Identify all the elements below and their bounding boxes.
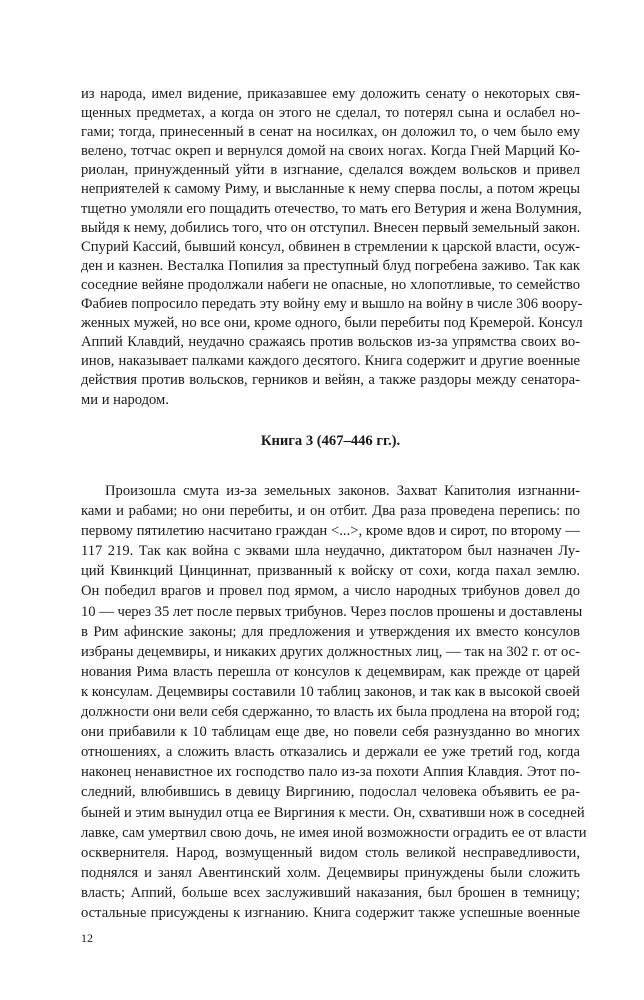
text-line: велено, тотчас окреп и вернулся домой на своих ногах. Когда Гней Марций Ко- [81, 143, 580, 160]
text-line: ций Квинкций Цинциннат, призванный к войску от сохи, когда пахал землю. [81, 563, 580, 580]
text-line: риолан, принужденный уйти в изгнание, сделался вождем вольсков и привел [81, 162, 580, 179]
text-line: нования Рима власть перешла от консулов к децемвирам, как прежде от царей [81, 663, 580, 680]
text-line: соседние вейяне продолжали набеги не опасные, но хлопотливые, то семейство [81, 276, 580, 293]
text-line: гами; тогда, принесенный в сенат на носилках, он доложил то, о чем было ему [81, 124, 580, 141]
text-line: 117 219. Так как война с эквами шла неудачно, диктатором был назначен Лу- [81, 543, 580, 560]
text-line: избраны децемвиры, и никаких других должностных лиц, — так на 302 г. от ос- [81, 643, 580, 660]
paragraph-book3-summary [81, 481, 587, 923]
text-line: остальные присуждены к изгнанию. Книга содержит также успешные военные [81, 904, 580, 921]
text-line: 10 — через 35 лет после первых трибунов. Через послов прошены и доставлены [81, 603, 583, 620]
paragraph-book2-summary [81, 85, 583, 410]
text-line: ми и народом. [81, 391, 169, 408]
text-line: первому пятилетию насчитано граждан <...>, кроме вдов и сирот, по второму — [81, 523, 580, 540]
text-line: из народа, имел видение, приказавшее ему доложить сенату о некоторых свя- [81, 86, 580, 102]
text-line: выйдя к нему, добились того, что он отступил. Внесен первый земельный закон. [81, 219, 581, 236]
text-line: Фабиев попросило передать эту войну ему и вышло на войну в числе 306 воору- [81, 296, 583, 313]
text-line: действия против вольсков, герников и вейян, а также раздоры между сенатора- [81, 372, 580, 389]
text-line: Аппий Клавдий, неудачно сражаясь против вольсков из-за упрямства своих во- [81, 334, 580, 351]
text-line: власть; Аппий, больше всех заслуживший наказания, был брошен в темницу; [81, 884, 580, 901]
text-line: Он победил врагов и провел под ярмом, а число народных трибунов довел до [81, 583, 580, 600]
text-line: в Рим афинские законы; для предложения и утверждения их вместо консулов [81, 623, 580, 640]
text-line: они прибавили к 10 таблицам еще две, но повели себя разнузданно во многих [81, 724, 580, 741]
text-line: должности они вели себя сдержанно, то власть их была продлена на второй год; [81, 704, 580, 721]
text-line: неприятелей к самому Риму, и высланные к нему сперва послы, а потом жрецы [81, 181, 580, 198]
section-heading: Книга 3 (467–446 гг.). [260, 433, 401, 449]
text-line: к консулам. Децемвиры составили 10 таблиц законов, и так как в высокой своей [81, 683, 580, 700]
text-line: наконец ненавистное их господство пало из-за похоти Аппия Клавдия. Этот по- [81, 764, 580, 781]
text-line: щенных предметах, а когда он этого не сделал, то потерял сына и ослабел но- [81, 105, 580, 122]
text-line: ками и рабами; но они перебиты, и он отбит. Два раза проведена перепись: по [81, 503, 580, 520]
text-line: ден и казнен. Весталка Попилия за преступный блуд погребена заживо. Так как [81, 257, 580, 274]
text-line: Спурий Кассий, бывший консул, обвинен в стремлении к царской власти, осуж- [81, 238, 580, 255]
text-line: поднялся и занял Авентинский холм. Децемвиры принуждены были сложить [81, 864, 580, 881]
page-number: 12 [81, 931, 93, 945]
text-line: отношениях, а сложить власть отказались и держали ее уже третий год, когда [81, 744, 580, 761]
text-line: осквернителя. Народ, возмущенный видом столь великой несправедливости, [81, 844, 580, 861]
text-line: женных мужей, но все они, кроме одного, были перебиты под Кремерой. Консул [81, 315, 583, 332]
text-line: тщетно умоляли его пощадить отечество, то мать его Ветурия и жена Волумния, [81, 200, 582, 217]
text-line: лавке, сам умертвил свою дочь, не имея иной возможности оградить ее от власти [81, 824, 587, 841]
text-line: быней и этим вынудил отца ее Виргиния к мести. Он, схвативши нож в соседней [81, 804, 585, 821]
text-line: Произошла смута из-за земельных законов. Захват Капитолия изгнанни- [105, 483, 580, 499]
text-line: следний, влюбившись в девицу Виргинию, подослал человека объявить ее ра- [81, 784, 580, 801]
text-line: инов, наказывает палками каждого десятого. Книга содержит и другие военные [81, 353, 580, 370]
